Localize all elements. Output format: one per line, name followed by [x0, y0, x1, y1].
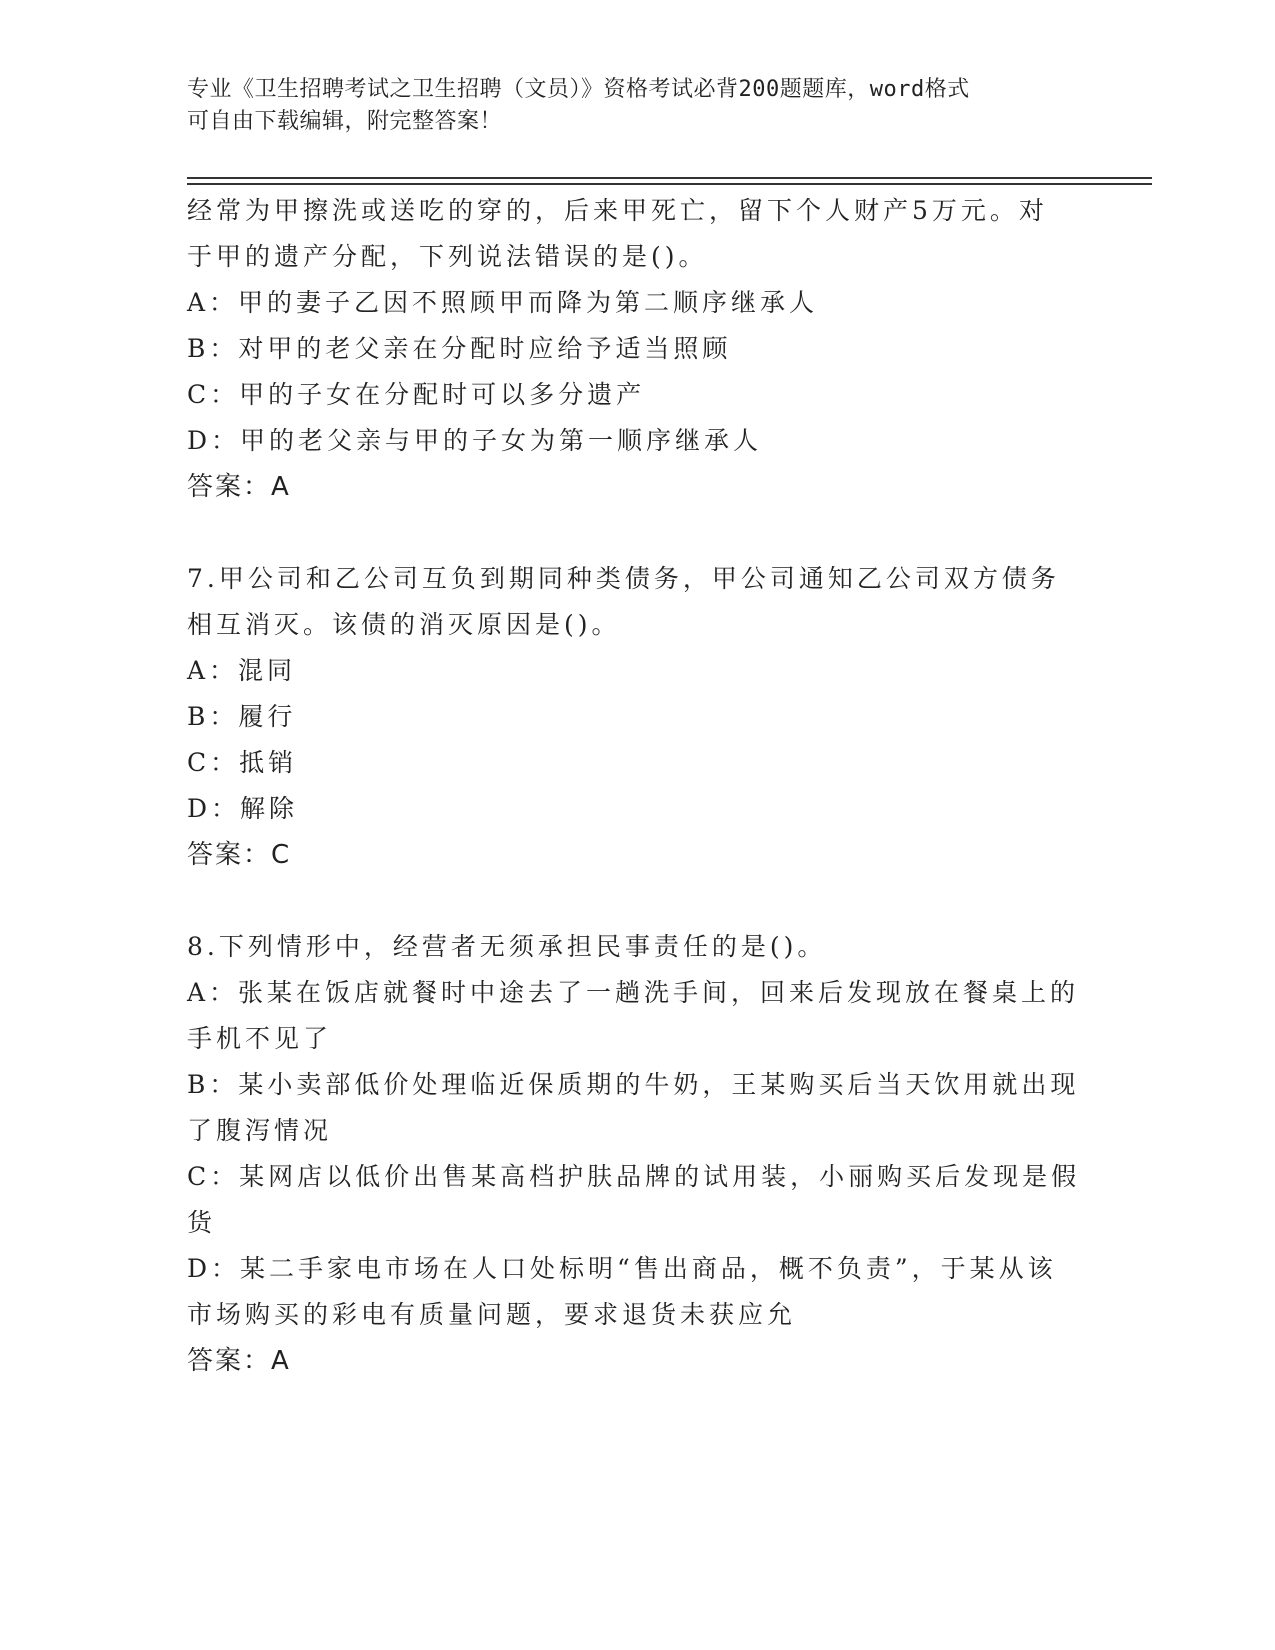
question-7	[187, 556, 1087, 878]
spacer	[187, 510, 1087, 556]
header-divider-top	[187, 177, 1152, 179]
question-stem: 相互消灭。该债的消灭原因是()。	[187, 610, 621, 639]
option-c: C：某网店以低价出售某高档护肤品牌的试用装，小丽购买后发现是假	[187, 1162, 1081, 1191]
question-stem: 于甲的遗产分配，下列说法错误的是()。	[187, 242, 708, 271]
option-d: D：甲的老父亲与甲的子女为第一顺序继承人	[187, 426, 763, 455]
answer: 答案：A	[187, 1346, 291, 1376]
header-title-line-1: 专业《卫生招聘考试之卫生招聘（文员）》资格考试必背200题题库，word格式	[187, 77, 970, 102]
option-b-continued: 了腹泻情况	[187, 1116, 333, 1145]
option-d: D：某二手家电市场在人口处标明“售出商品，概不负责”，于某从该	[187, 1254, 1057, 1283]
option-b: B：某小卖部低价处理临近保质期的牛奶，王某购买后当天饮用就出现	[187, 1070, 1080, 1099]
option-a: A：混同	[187, 656, 297, 685]
option-b: B：对甲的老父亲在分配时应给予适当照顾	[187, 334, 732, 363]
question-stem: 经常为甲擦洗或送吃的穿的，后来甲死亡，留下个人财产5万元。对	[187, 196, 1048, 225]
document-body	[187, 188, 1087, 1384]
option-a: A：张某在饭店就餐时中途去了一趟洗手间，回来后发现放在餐桌上的	[187, 978, 1080, 1007]
question-6	[187, 188, 1087, 510]
spacer	[187, 878, 1087, 924]
question-stem: 7.甲公司和乙公司互负到期同种类债务，甲公司通知乙公司双方债务	[187, 564, 1060, 593]
option-a: A：甲的妻子乙因不照顾甲而降为第二顺序继承人	[187, 288, 819, 317]
option-d: D：解除	[187, 794, 299, 823]
question-8	[187, 924, 1087, 1384]
answer: 答案：A	[187, 472, 291, 502]
option-c: C：抵销	[187, 748, 298, 777]
option-c-continued: 货	[187, 1208, 217, 1237]
question-stem: 8.下列情形中，经营者无须承担民事责任的是()。	[187, 932, 827, 961]
header-divider-bottom	[187, 183, 1152, 185]
option-a-continued: 手机不见了	[187, 1024, 333, 1053]
option-c: C：甲的子女在分配时可以多分遗产	[187, 380, 646, 409]
option-d-continued: 市场购买的彩电有质量问题，要求退货未获应允	[187, 1300, 797, 1329]
option-b: B：履行	[187, 702, 297, 731]
answer: 答案：C	[187, 840, 292, 870]
header-title-line-2: 可自由下载编辑，附完整答案！	[187, 109, 503, 134]
document-header	[187, 74, 1087, 138]
